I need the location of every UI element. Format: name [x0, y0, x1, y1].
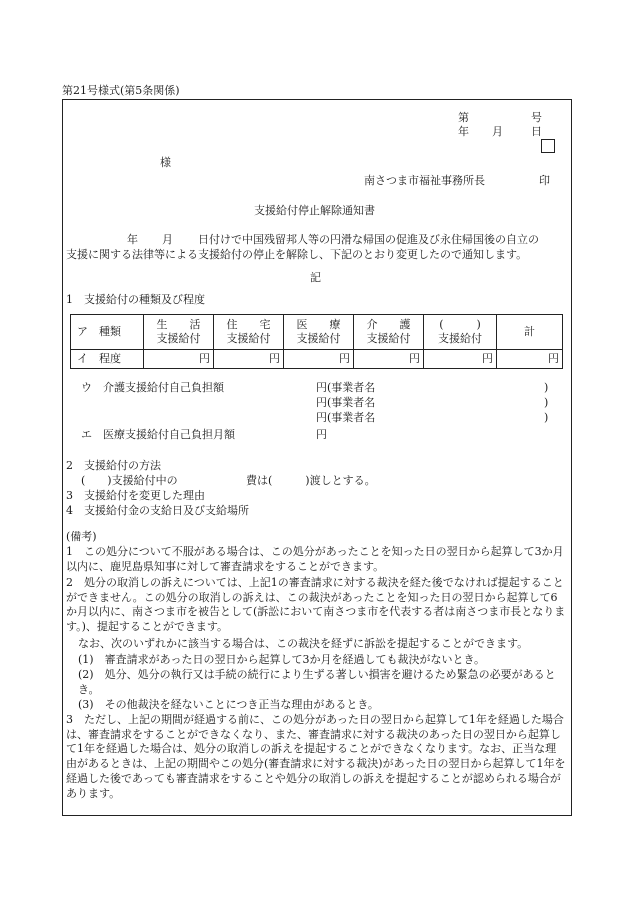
doc-number-suffix: 号 — [531, 111, 542, 124]
header-bottom: 支援給付 — [438, 332, 482, 345]
amount-cell: 円 — [354, 350, 424, 369]
note-2: 2 処分の取消しの訴えについては、上記1の審査請求に対する裁決を経た後でなければ提起することができません。この処分の取消しの訴えは、この裁決があったことを知った日の翌日から起算して6か月以内に、南さつま市を被告として(訴訟において南さつま市を代表する者は南さつま市長となります。)、提起することができます。 — [66, 576, 566, 634]
intro-line1: 日付けで中国残留邦人等の円滑な帰国の促進及び永住帰国後の自立の — [198, 233, 539, 246]
header-top: ( ) — [439, 318, 481, 331]
amount-cell: 円 — [424, 350, 497, 369]
seal-mark: 印 — [539, 174, 550, 187]
form-label: 第21号様式(第5条関係) — [62, 84, 180, 97]
note-1: 1 この処分について不服がある場合は、この処分があったことを知った日の翌日から起算して3か月以内に、鹿児島県知事に対して審査請求をすることができます。 — [66, 545, 564, 573]
section3-heading: 3 支援給付を変更した理由 — [66, 489, 205, 502]
intro-line2: 支援に関する法律等による支援給付の停止を解除し、下記のとおり変更したので通知します。 — [66, 248, 528, 261]
header-top: 医 療 — [296, 318, 341, 331]
header-cell — [424, 315, 497, 350]
addressee-suffix: 様 — [160, 156, 171, 169]
intro-month: 月 — [162, 233, 173, 246]
note-2-item-2: (2) 処分、処分の執行又は手続の続行により生ずる著しい損害を避けるため緊急の必要があるとき。 — [78, 668, 556, 696]
care-copay-line: 円(事業者名 — [316, 381, 376, 394]
section4-heading: 4 支援給付金の支給日及び支給場所 — [66, 504, 249, 517]
header-bottom: 支援給付 — [156, 332, 201, 345]
care-copay-close: ) — [544, 411, 549, 424]
header-total: 計 — [497, 315, 563, 350]
header-cell — [284, 315, 354, 350]
header-bottom: 支援給付 — [296, 332, 341, 345]
care-copay-label: ウ 介護支援給付自己負担額 — [81, 381, 224, 394]
amount-cell: 円 — [284, 350, 354, 369]
header-top: 生 活 — [156, 318, 201, 331]
row-label-type: ア 種類 — [71, 315, 144, 350]
note-2-supplement: なお、次のいずれかに該当する場合は、この裁決を経ずに訴訟を提起することができます。 — [78, 637, 529, 650]
note-3: 3 ただし、上記の期間が経過する前に、この処分があった日の翌日から起算して1年を経過した場合は、審査請求をすることができなくなり、また、審査請求に対する裁決のあった日の翌日から起算して1年を経過した場合は、処分の取消しの訴えを提起することができなくなります。なお、正当な理由があるときは、上記の期間やこの処分(審査請求に対する裁決)があった日の翌日から起算して1年を経過した後であっても審査請求をすることや処分の取消しの訴えを提起することが認められる場合があります。 — [66, 713, 566, 800]
note-2-item-3: (3) その他裁決を経ないことにつき正当な理由があるとき。 — [78, 698, 379, 711]
header-top: 介 護 — [366, 318, 411, 331]
notes-heading: (備考) — [66, 530, 97, 543]
header-top: 住 宅 — [226, 318, 271, 331]
date-month: 月 — [492, 125, 503, 138]
benefit-table — [70, 314, 563, 369]
header-cell — [354, 315, 424, 350]
issuer-name: 南さつま市福祉事務所長 — [364, 174, 485, 187]
amount-cell: 円 — [497, 350, 563, 369]
note-2-item-1: (1) 審査請求があった日の翌日から起算して3か月を経過しても裁決がないとき。 — [78, 653, 486, 666]
checkbox-square — [541, 139, 555, 153]
ki-marker: 記 — [310, 271, 321, 284]
table-row — [71, 350, 563, 369]
header-bottom: 支援給付 — [366, 332, 411, 345]
date-day: 日 — [531, 125, 542, 138]
medical-copay-label: エ 医療支援給付自己負担月額 — [81, 428, 235, 441]
section1-heading: 1 支援給付の種類及び程度 — [66, 293, 205, 306]
section2-line-b: 費は( )渡しとする。 — [246, 474, 376, 487]
amount-cell: 円 — [214, 350, 284, 369]
header-bottom: 支援給付 — [226, 332, 271, 345]
care-copay-line: 円(事業者名 — [316, 411, 376, 424]
table-row — [71, 315, 563, 350]
document-title: 支援給付停止解除通知書 — [254, 204, 375, 217]
section2-line-a: ( )支援給付中の — [81, 474, 178, 487]
row-label-degree: イ 程度 — [71, 350, 144, 369]
amount-cell: 円 — [144, 350, 214, 369]
header-cell — [144, 315, 214, 350]
header-cell — [214, 315, 284, 350]
care-copay-line: 円(事業者名 — [316, 396, 376, 409]
section2-heading: 2 支援給付の方法 — [66, 459, 161, 472]
medical-copay-yen: 円 — [316, 428, 327, 441]
doc-number-prefix: 第 — [458, 111, 469, 124]
care-copay-close: ) — [544, 381, 549, 394]
intro-year: 年 — [127, 233, 138, 246]
date-year: 年 — [458, 125, 469, 138]
care-copay-close: ) — [544, 396, 549, 409]
